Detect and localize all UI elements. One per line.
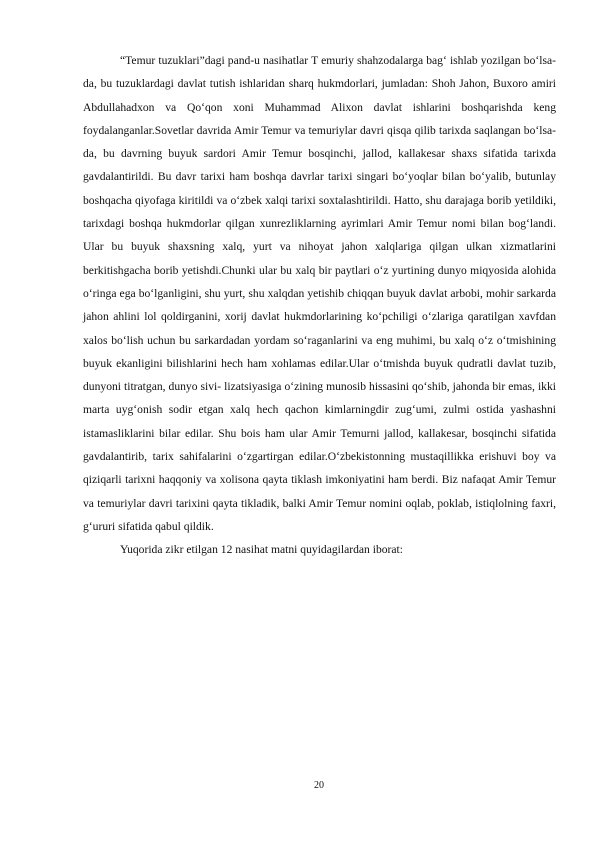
intro-line: Yuqorida zikr etilgan 12 nasihat matni quyidagilardan iborat: xyxy=(120,543,404,557)
document-body xyxy=(83,49,556,562)
page-number: 20 xyxy=(314,780,324,791)
body-paragraph: “Temur tuzuklari”dagi pand-u nasihatlar T emuriy shahzodalarga bag‘ ishlab yozilgan bo‘lsa-da, bu tuzuklardagi davlat tutish ishlaridan sharq hukmdorlari, jumladan: Shoh Jahon, Buxoro amiri Abdullahadxon va Qo‘qon xoni Muhammad Alixon davlat ishlarini boshqarishda keng foydalanganlar.Sovetlar davrida Amir Temur va temuriylar davri qisqa qilib tarixda saqlangan bo‘lsa-da, bu davrning buyuk sardori Amir Temur bosqinchi, jallod, kallakesar shaxs sifatida tarixda gavdalantirildi. Bu davr tarixi ham boshqa davrlar tarixi singari bo‘yoqlar bilan bo‘yalib, butunlay boshqacha qiyofaga kiritildi va o‘zbek xalqi tarixi soxtalashtirildi. Hatto, shu darajaga borib yetildiki, tarixdagi boshqa hukmdorlar qilgan xunrezliklarning ayrimlari Amir Temur nomi bilan bog‘landi. Ular bu buyuk shaxsning xalq, yurt va nihoyat jahon xalqlariga qilgan ulkan xizmatlarini berkitishgacha borib yetishdi.Chunki ular bu xalq bir paytlari o‘z yurtining dunyo miqyosida alohida o‘ringa ega bo‘lganligini, shu yurt, shu xalqdan yetishib chiqqan buyuk davlat arbobi, mohir sarkarda jahon ahlini lol qoldirganini, xorij davlat hukmdorlarining ko‘pchiligi o‘zlariga qaratilgan xavfdan xalos bo‘lish uchun bu sarkardadan yordam so‘raganlarini va eng muhimi, bu xalq o‘z o‘tmishining buyuk ekanligini bilishlarini hech ham xohlamas edilar.Ular o‘tmishda buyuk qudratli davlat tuzib, dunyoni titratgan, dunyo sivi- lizatsiyasiga o‘zining munosib hissasini qo‘shib, jahonda bir emas, ikki marta uyg‘onish sodir etgan xalq hech qachon kimlarningdir zug‘umi, zulmi ostida yashashni istamasliklarini bilar edilar. Shu bois ham ular Amir Temurni jallod, kallakesar, bosqinchi sifatida gavdalantirib, tarix sahifalarini o‘zgartirgan edilar.O‘zbekistonning mustaqillikka erishuvi boy va qiziqarli tarixni haqqoniy va xolisona qayta tiklash imkoniyatini ham berdi. Biz nafaqat Amir Temur va temuriylar davri tarixini qayta tikladik, balki Amir Temur nomini oqlab, poklab, istiqlolning faxri, g‘ururi sifatida qabul qildik. xyxy=(83,54,556,533)
